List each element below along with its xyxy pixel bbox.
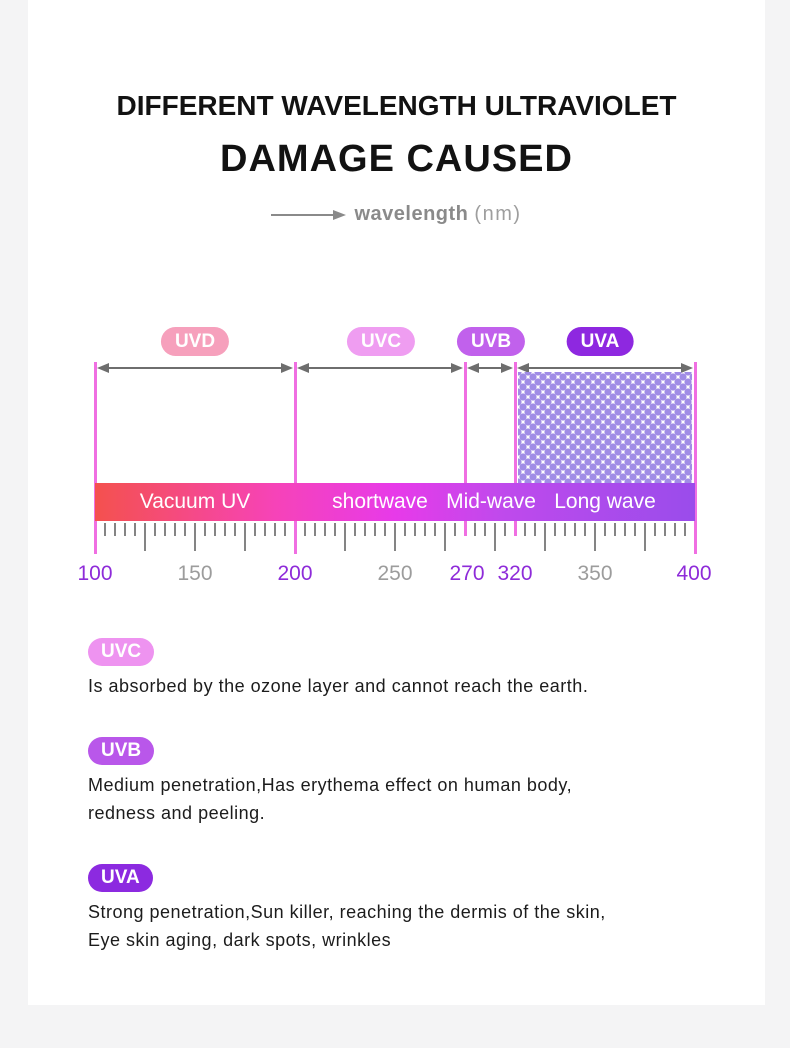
ruler-tick	[214, 523, 216, 536]
marker-line-100nm	[94, 362, 97, 554]
ruler-tick	[324, 523, 326, 536]
ruler-tick	[524, 523, 526, 536]
ruler-tick	[544, 523, 546, 551]
section-text-uva	[88, 898, 708, 954]
ruler-tick	[634, 523, 636, 536]
ruler-tick	[334, 523, 336, 536]
section-text-uvb	[88, 771, 708, 827]
ruler-tick	[314, 523, 316, 536]
ruler-tick	[644, 523, 646, 551]
span-arrow-uvb	[467, 363, 513, 373]
bar-label-shortwave: shortwave	[332, 490, 428, 513]
span-arrow-uvc	[297, 363, 463, 373]
ruler-tick	[444, 523, 446, 551]
content-card	[28, 0, 765, 1005]
ruler-tick	[684, 523, 686, 536]
ruler-tick	[104, 523, 106, 536]
ruler-tick	[374, 523, 376, 536]
ruler-tick	[234, 523, 236, 536]
ruler-label-270: 270	[449, 562, 485, 585]
ruler-tick	[564, 523, 566, 536]
arrowhead-right-icon	[451, 363, 463, 373]
ruler-label-150: 150	[177, 562, 213, 585]
wavelength-axis-caption	[28, 203, 765, 226]
ruler-tick	[144, 523, 146, 551]
bar-label-vacuum-uv: Vacuum UV	[139, 490, 251, 513]
ruler-tick	[284, 523, 286, 536]
ruler-tick	[134, 523, 136, 536]
ruler-tick	[354, 523, 356, 536]
section-text-line: redness and peeling.	[88, 803, 266, 823]
ruler-tick	[264, 523, 266, 536]
ruler-tick	[454, 523, 456, 536]
section-text-line: Strong penetration,Sun killer, reaching the dermis of the skin,	[88, 902, 606, 922]
section-badge-uva: UVA	[88, 864, 153, 892]
axis-unit: (nm)	[474, 203, 522, 225]
section-text-line: Eye skin aging, dark spots, wrinkles	[88, 930, 392, 950]
ruler-tick	[124, 523, 126, 536]
band-badge-uvd: UVD	[161, 327, 229, 356]
marker-line-400nm	[694, 362, 697, 554]
ruler-tick	[254, 523, 256, 536]
ruler-label-320: 320	[497, 562, 533, 585]
section-text-uvc	[88, 672, 708, 700]
section-text-line: Medium penetration,Has erythema effect on human body,	[88, 775, 573, 795]
ruler-tick	[364, 523, 366, 536]
ruler-tick	[504, 523, 506, 536]
ruler-tick	[154, 523, 156, 536]
uva-dotted-region	[518, 372, 692, 483]
axis-label: wavelength	[354, 203, 469, 225]
ruler-tick	[664, 523, 666, 536]
arrowhead-right-icon	[501, 363, 513, 373]
ruler-tick	[224, 523, 226, 536]
ruler-tick	[184, 523, 186, 536]
section-badge-uvc: UVC	[88, 638, 154, 666]
ruler-tick	[304, 523, 306, 536]
ruler-tick	[344, 523, 346, 551]
ruler-tick	[674, 523, 676, 536]
arrowhead-right-icon	[281, 363, 293, 373]
page-title-line2: DAMAGE CAUSED	[220, 138, 573, 180]
ruler-label-100: 100	[77, 562, 113, 585]
ruler-tick	[174, 523, 176, 536]
ruler-label-350: 350	[577, 562, 613, 585]
ruler-tick	[114, 523, 116, 536]
section-badge-uvb: UVB	[88, 737, 154, 765]
band-badge-uvb: UVB	[457, 327, 525, 356]
ruler-tick	[614, 523, 616, 536]
ruler-tick	[424, 523, 426, 536]
ruler-tick	[274, 523, 276, 536]
ruler-tick	[244, 523, 246, 551]
ruler-tick	[484, 523, 486, 536]
bar-label-mid-wave: Mid-wave	[446, 490, 536, 513]
ruler-label-400: 400	[676, 562, 712, 585]
ruler-tick	[204, 523, 206, 536]
ruler-tick	[414, 523, 416, 536]
bar-label-long-wave: Long wave	[554, 490, 656, 513]
ruler-tick	[384, 523, 386, 536]
ruler-tick	[654, 523, 656, 536]
marker-line-200nm	[294, 362, 297, 554]
right-arrow-icon	[271, 210, 346, 220]
ruler-label-200: 200	[277, 562, 313, 585]
ruler-tick	[584, 523, 586, 536]
section-text-line: Is absorbed by the ozone layer and cannot reach the earth.	[88, 676, 589, 696]
band-badge-uva: UVA	[567, 327, 634, 356]
ruler-tick	[554, 523, 556, 536]
ruler-tick	[434, 523, 436, 536]
page-title-line1: DIFFERENT WAVELENGTH ULTRAVIOLET	[116, 90, 677, 121]
band-badge-uvc: UVC	[347, 327, 415, 356]
ruler-tick	[574, 523, 576, 536]
ruler-tick	[494, 523, 496, 551]
ruler-tick	[594, 523, 596, 551]
ruler-tick	[164, 523, 166, 536]
ruler-tick	[474, 523, 476, 536]
ruler-label-250: 250	[377, 562, 413, 585]
ruler-tick	[194, 523, 196, 551]
ruler-tick	[604, 523, 606, 536]
span-arrow-uvd	[97, 363, 293, 373]
ruler-tick	[534, 523, 536, 536]
ruler-tick	[624, 523, 626, 536]
ruler-tick	[404, 523, 406, 536]
ruler-tick	[394, 523, 396, 551]
